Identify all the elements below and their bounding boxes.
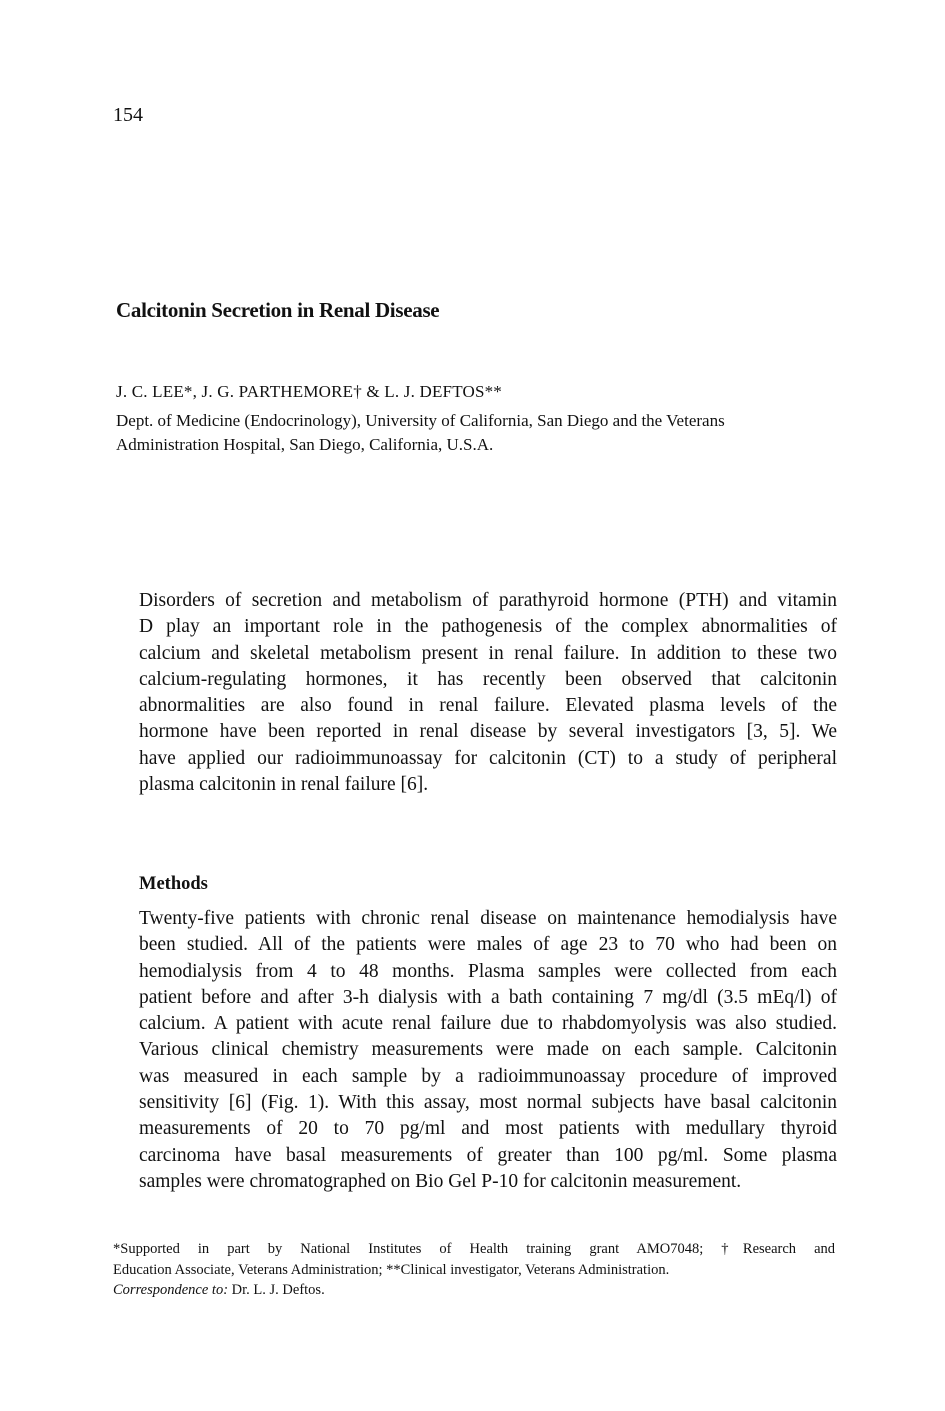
methods-paragraph [139,906,837,1195]
intro-line: hormone have been reported in renal disease by several investigators [3, 5]. We [139,721,837,743]
methods-line: been studied. All of the patients were males of age 23 to 70 who had been on [139,934,837,956]
methods-line: hemodialysis from 4 to 48 months. Plasma samples were collected from each [139,960,837,982]
methods-line: carcinoma have basal measurements of greater than 100 pg/ml. Some plasma [139,1144,837,1166]
intro-line: have applied our radioimmunoassay for calcitonin (CT) to a study of peripheral [139,747,837,769]
intro-line: abnormalities are also found in renal failure. Elevated plasma levels of the [139,695,837,717]
article-title: Calcitonin Secretion in Renal Disease [116,298,440,322]
footnotes [113,1239,835,1301]
correspondence-line [113,1280,835,1301]
intro-line: calcium and skeletal metabolism present in renal failure. In addition to these two [139,642,837,664]
intro-line: D play an important role in the pathogenesis of the complex abnormalities of [139,616,837,638]
page-number: 154 [113,104,143,126]
methods-line: measurements of 20 to 70 pg/ml and most patients with medullary thyroid [139,1118,837,1140]
methods-line: Various clinical chemistry measurements were made on each sample. Calcitonin [139,1039,837,1061]
intro-line: calcium-regulating hormones, it has recently been observed that calcitonin [139,668,837,690]
footnote-line: *Supported in part by National Institutes of Health training grant AMO7048; †Research and [113,1241,835,1257]
correspondence-label: Correspondence to: [113,1282,229,1298]
affiliation-line: Administration Hospital, San Diego, California, U.S.A. [116,435,494,454]
intro-line: plasma calcitonin in renal failure [6]. [139,774,429,796]
methods-line: was measured in each sample by a radioimmunoassay procedure of improved [139,1065,837,1087]
methods-line: Twenty-five patients with chronic renal disease on maintenance hemodialysis have [139,908,837,929]
methods-line: sensitivity [6] (Fig. 1). With this assay, most normal subjects have basal calcitonin [139,1092,837,1114]
methods-line: patient before and after 3-h dialysis with a bath containing 7 mg/dl (3.5 mEq/l) of [139,986,837,1008]
methods-line: calcium. A patient with acute renal failure due to rhabdomyolysis was also studied. [139,1013,837,1035]
methods-heading: Methods [139,874,208,894]
methods-line: samples were chromatographed on Bio Gel P-10 for calcitonin measurement. [139,1170,742,1192]
introduction-paragraph [139,588,837,798]
affiliation-line: Dept. of Medicine (Endocrinology), University of California, San Diego and the Veterans [116,411,725,430]
affiliation [116,409,846,457]
footnote-line: Education Associate, Veterans Administration; **Clinical investigator, Veterans Administration. [113,1261,670,1278]
author-list: J. C. LEE*, J. G. PARTHEMORE† & L. J. DEFTOS** [116,382,502,401]
intro-line: Disorders of secretion and metabolism of parathyroid hormone (PTH) and vitamin [139,590,837,611]
correspondence-name: Dr. L. J. Deftos. [228,1282,325,1298]
